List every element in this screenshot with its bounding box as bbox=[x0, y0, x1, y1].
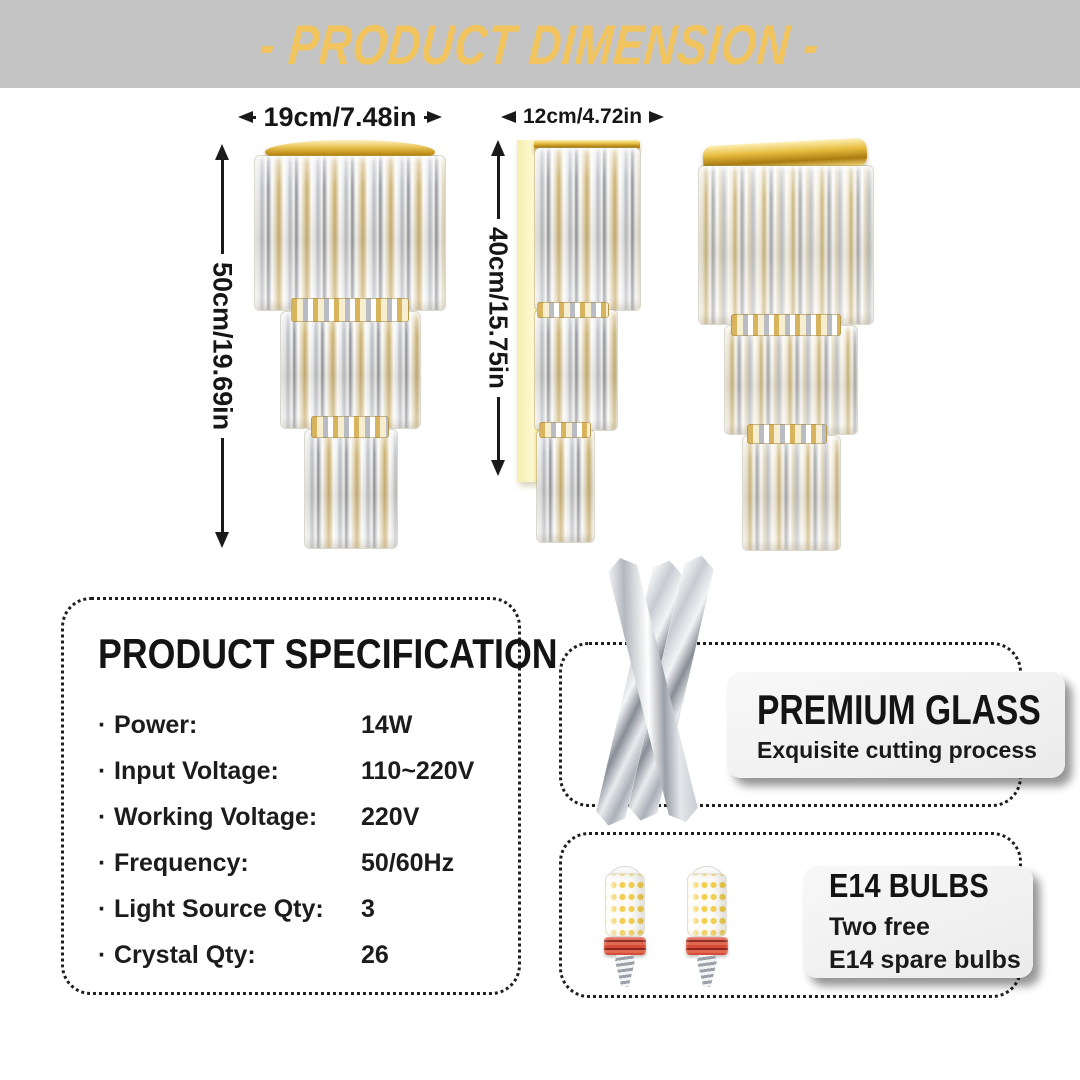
crystal-tier-2 bbox=[725, 326, 857, 434]
crystal-connector bbox=[747, 424, 827, 444]
bullet: · bbox=[98, 894, 107, 923]
width-dimension-front bbox=[238, 102, 442, 132]
spec-value: 3 bbox=[361, 894, 375, 923]
spec-title: PRODUCT SPECIFICATION bbox=[98, 630, 558, 677]
bullet: · bbox=[98, 710, 107, 739]
spec-label: Power: bbox=[114, 710, 198, 739]
spec-label: Crystal Qty: bbox=[114, 940, 256, 969]
width-dimension-side bbox=[501, 105, 643, 129]
spec-value: 26 bbox=[361, 940, 389, 969]
e14-bulb-image bbox=[603, 866, 647, 990]
product-specification-box bbox=[61, 597, 558, 995]
dimension-line bbox=[497, 156, 500, 219]
premium-glass-title: PREMIUM GLASS bbox=[757, 686, 1041, 733]
e14-bulbs-line2: E14 spare bulbs bbox=[829, 946, 1021, 974]
lamp-front-image bbox=[253, 138, 447, 550]
dimension-text: 12cm/4.72in bbox=[523, 105, 643, 128]
banner bbox=[0, 0, 1080, 88]
arrow-right-icon bbox=[649, 111, 664, 123]
crystal-tier-2 bbox=[281, 312, 420, 428]
spec-label: Light Source Qty: bbox=[114, 894, 324, 923]
crystal-connector bbox=[291, 298, 409, 322]
spec-value: 14W bbox=[361, 710, 413, 739]
spec-row-light-source-qty bbox=[98, 886, 494, 932]
e14-bulbs-card bbox=[803, 866, 1033, 978]
bullet: · bbox=[98, 848, 107, 877]
premium-glass-subtitle: Exquisite cutting process bbox=[757, 737, 1037, 763]
spec-row-crystal-qty bbox=[98, 932, 494, 978]
spec-row-working-voltage bbox=[98, 794, 494, 840]
premium-glass-card bbox=[727, 672, 1065, 778]
spec-row-frequency bbox=[98, 840, 494, 886]
bullet: · bbox=[98, 756, 107, 785]
dimension-text: 40cm/15.75in bbox=[483, 227, 514, 389]
e14-bulbs-line1: Two free bbox=[829, 913, 930, 941]
spec-table bbox=[98, 702, 494, 978]
arrow-left-icon bbox=[501, 111, 516, 123]
spec-label: Working Voltage: bbox=[114, 802, 318, 831]
bulb-body bbox=[605, 873, 645, 937]
dimension-line bbox=[221, 160, 224, 254]
arrow-right-icon bbox=[427, 111, 442, 123]
bulb-screw-base bbox=[615, 955, 635, 987]
dimension-text: 50cm/19.69in bbox=[207, 261, 238, 431]
crystal-tier-3 bbox=[743, 436, 840, 550]
spec-row-input-voltage bbox=[98, 748, 494, 794]
banner-title: - PRODUCT DIMENSION - bbox=[257, 12, 823, 76]
height-dimension-front bbox=[204, 144, 240, 548]
crystal-tier-1 bbox=[535, 148, 640, 310]
arrow-up-icon bbox=[215, 144, 229, 160]
spec-label: Frequency: bbox=[114, 848, 249, 877]
lamp-perspective-image bbox=[697, 138, 875, 556]
dimension-text: 19cm/7.48in bbox=[263, 101, 417, 132]
bulb-collar bbox=[604, 937, 646, 955]
e14-bulb-image bbox=[685, 866, 729, 990]
dimension-line bbox=[221, 438, 224, 532]
arrow-up-icon bbox=[491, 140, 505, 156]
bulb-collar bbox=[686, 937, 728, 955]
lamp-side-image bbox=[505, 138, 645, 546]
spec-row-power bbox=[98, 702, 494, 748]
spec-value: 50/60Hz bbox=[361, 848, 455, 877]
crystal-connector bbox=[539, 422, 591, 438]
crystal-tier-2 bbox=[535, 310, 617, 430]
crystal-connector bbox=[311, 416, 389, 438]
spec-value: 220V bbox=[361, 802, 420, 831]
bulb-body bbox=[687, 873, 727, 937]
arrow-left-icon bbox=[238, 111, 253, 123]
e14-bulbs-title: E14 BULBS bbox=[829, 867, 989, 904]
spec-label: Input Voltage: bbox=[114, 756, 279, 785]
spec-value: 110~220V bbox=[361, 756, 475, 785]
bullet: · bbox=[98, 802, 107, 831]
arrow-down-icon bbox=[491, 460, 505, 476]
crystal-connector bbox=[731, 314, 841, 336]
crystal-tier-1 bbox=[699, 166, 873, 324]
crystal-tier-3 bbox=[305, 430, 397, 548]
arrow-down-icon bbox=[215, 532, 229, 548]
crystal-connector bbox=[537, 302, 609, 318]
dimension-line bbox=[497, 397, 500, 460]
bullet: · bbox=[98, 940, 107, 969]
crystal-tier-1 bbox=[255, 156, 445, 310]
bulb-screw-base bbox=[697, 955, 717, 987]
crystal-tier-3 bbox=[537, 430, 594, 542]
